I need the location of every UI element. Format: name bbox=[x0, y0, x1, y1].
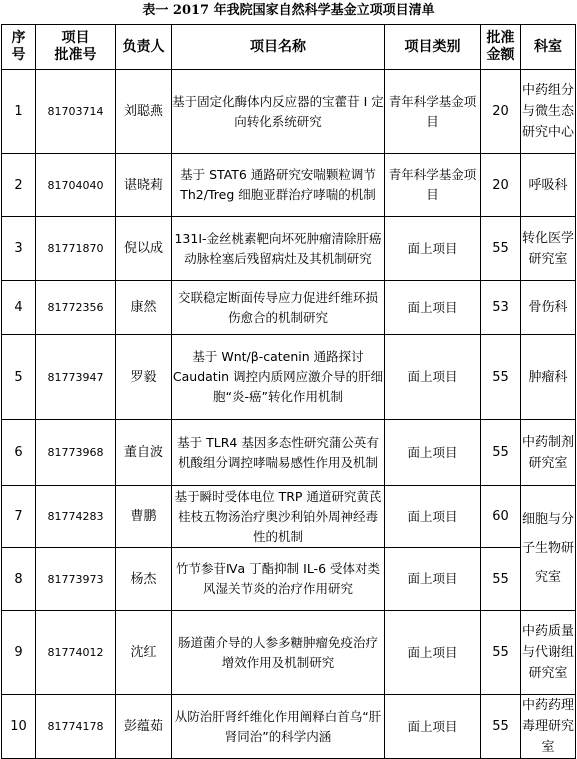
cell-amount: 20 bbox=[481, 70, 521, 154]
cell-seq: 10 bbox=[2, 695, 36, 759]
project-table bbox=[1, 24, 576, 759]
cell-amount: 55 bbox=[481, 335, 521, 420]
table-title: 表一 2017 年我院国家自然科学基金立项项目清单 bbox=[142, 3, 435, 18]
cell-seq: 9 bbox=[2, 611, 36, 695]
cell-category: 面上项目 bbox=[385, 695, 481, 759]
table-row bbox=[2, 154, 576, 217]
header-department: 科室 bbox=[521, 25, 576, 70]
cell-approval-number: 81772356 bbox=[36, 281, 116, 335]
header-seq: 序 号 bbox=[2, 25, 36, 70]
cell-leader: 彭蕴茹 bbox=[116, 695, 172, 759]
cell-category: 青年科学基金项目 bbox=[385, 70, 481, 154]
cell-seq: 4 bbox=[2, 281, 36, 335]
cell-leader: 刘聪燕 bbox=[116, 70, 172, 154]
header-project-name: 项目名称 bbox=[172, 25, 385, 70]
cell-seq: 8 bbox=[2, 548, 36, 611]
cell-project-name: 基于 TLR4 基因多态性研究蒲公英有机酸组分调控哮喘易感性作用及机制 bbox=[172, 420, 385, 486]
header-category: 项目类别 bbox=[385, 25, 481, 70]
header-row bbox=[2, 25, 576, 70]
cell-category: 面上项目 bbox=[385, 486, 481, 548]
cell-project-name: 基于 Wnt/β-catenin 通路探讨 Caudatin 调控内质网应激介导的肝细胞“炎-癌”转化作用机制 bbox=[172, 335, 385, 420]
cell-category: 面上项目 bbox=[385, 548, 481, 611]
cell-project-name: 竹节参苷Ⅳa 丁酯抑制 IL-6 受体对类风湿关节炎的治疗作用研究 bbox=[172, 548, 385, 611]
cell-seq: 5 bbox=[2, 335, 36, 420]
cell-approval-number: 81703714 bbox=[36, 70, 116, 154]
cell-category: 青年科学基金项目 bbox=[385, 154, 481, 217]
cell-category: 面上项目 bbox=[385, 611, 481, 695]
header-leader: 负责人 bbox=[116, 25, 172, 70]
cell-seq: 7 bbox=[2, 486, 36, 548]
cell-approval-number: 81774012 bbox=[36, 611, 116, 695]
cell-approval-number: 81774178 bbox=[36, 695, 116, 759]
cell-department: 转化医学研究室 bbox=[521, 217, 576, 281]
table-row bbox=[2, 486, 576, 548]
table-row bbox=[2, 70, 576, 154]
cell-amount: 60 bbox=[481, 486, 521, 548]
cell-amount: 20 bbox=[481, 154, 521, 217]
cell-leader: 倪以成 bbox=[116, 217, 172, 281]
cell-project-name: 肠道菌介导的人参多糖肿瘤免疫治疗增效作用及机制研究 bbox=[172, 611, 385, 695]
cell-category: 面上项目 bbox=[385, 335, 481, 420]
cell-project-name: 基于固定化酶体内反应器的宝藿苷 I 定向转化系统研究 bbox=[172, 70, 385, 154]
cell-approval-number: 81773947 bbox=[36, 335, 116, 420]
header-amount: 批准 金额 bbox=[481, 25, 521, 70]
cell-approval-number: 81704040 bbox=[36, 154, 116, 217]
cell-approval-number: 81771870 bbox=[36, 217, 116, 281]
cell-amount: 53 bbox=[481, 281, 521, 335]
cell-seq: 1 bbox=[2, 70, 36, 154]
cell-leader: 谌晓莉 bbox=[116, 154, 172, 217]
cell-leader: 罗毅 bbox=[116, 335, 172, 420]
cell-leader: 康然 bbox=[116, 281, 172, 335]
cell-project-name: 交联稳定断面传导应力促进纤维环损伤愈合的机制研究 bbox=[172, 281, 385, 335]
cell-approval-number: 81773973 bbox=[36, 548, 116, 611]
cell-department-merged: 细胞与分子生物研究室 bbox=[521, 486, 576, 611]
cell-department: 中药组分与微生态研究中心 bbox=[521, 70, 576, 154]
cell-department: 中药制剂研究室 bbox=[521, 420, 576, 486]
cell-leader: 沈红 bbox=[116, 611, 172, 695]
cell-category: 面上项目 bbox=[385, 217, 481, 281]
table-row bbox=[2, 420, 576, 486]
cell-department: 肿瘤科 bbox=[521, 335, 576, 420]
table-row bbox=[2, 695, 576, 759]
table-row bbox=[2, 281, 576, 335]
cell-approval-number: 81774283 bbox=[36, 486, 116, 548]
cell-leader: 曹鹏 bbox=[116, 486, 172, 548]
cell-project-name: 从防治肝肾纤维化作用阐释白首乌“肝肾同治”的科学内涵 bbox=[172, 695, 385, 759]
header-approval-number: 项目 批准号 bbox=[36, 25, 116, 70]
cell-project-name: 基于 STAT6 通路研究安喘颗粒调节 Th2/Treg 细胞亚群治疗哮喘的机制 bbox=[172, 154, 385, 217]
cell-seq: 2 bbox=[2, 154, 36, 217]
cell-department: 中药质量与代谢组研究室 bbox=[521, 611, 576, 695]
cell-category: 面上项目 bbox=[385, 420, 481, 486]
table-row bbox=[2, 611, 576, 695]
cell-project-name: 基于瞬时受体电位 TRP 通道研究黄芪桂枝五物汤治疗奥沙利铂外周神经毒性的机制 bbox=[172, 486, 385, 548]
cell-leader: 杨杰 bbox=[116, 548, 172, 611]
cell-amount: 55 bbox=[481, 695, 521, 759]
table-row bbox=[2, 217, 576, 281]
table-row bbox=[2, 548, 576, 611]
cell-department: 中药药理毒理研究室 bbox=[521, 695, 576, 759]
cell-department: 骨伤科 bbox=[521, 281, 576, 335]
cell-seq: 3 bbox=[2, 217, 36, 281]
cell-category: 面上项目 bbox=[385, 281, 481, 335]
table-row bbox=[2, 335, 576, 420]
cell-approval-number: 81773968 bbox=[36, 420, 116, 486]
cell-amount: 55 bbox=[481, 548, 521, 611]
cell-amount: 55 bbox=[481, 420, 521, 486]
cell-project-name: 131I-金丝桃素靶向坏死肿瘤清除肝癌动脉栓塞后残留病灶及其机制研究 bbox=[172, 217, 385, 281]
cell-amount: 55 bbox=[481, 217, 521, 281]
cell-amount: 55 bbox=[481, 611, 521, 695]
cell-seq: 6 bbox=[2, 420, 36, 486]
cell-leader: 董自波 bbox=[116, 420, 172, 486]
cell-department: 呼吸科 bbox=[521, 154, 576, 217]
